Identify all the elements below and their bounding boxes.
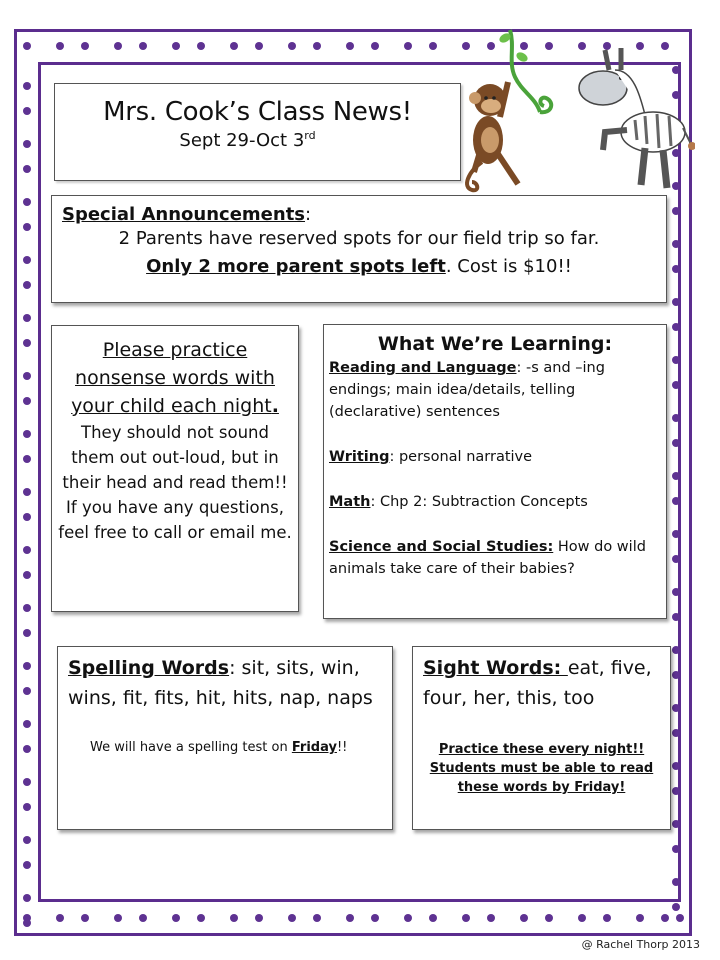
border-dot (661, 914, 669, 922)
border-dot (23, 488, 31, 496)
learning-item: Writing: personal narrative (329, 449, 533, 465)
learning-item: Math: Chp 2: Subtraction Concepts (329, 494, 588, 510)
border-dot (672, 323, 680, 331)
border-dot (23, 803, 31, 811)
border-dot (672, 439, 680, 447)
border-dot (23, 546, 31, 554)
border-dot (23, 687, 31, 695)
border-dot (23, 571, 31, 579)
border-dot (672, 588, 680, 596)
border-dot (672, 613, 680, 621)
border-dot (672, 903, 680, 911)
border-dot (313, 42, 321, 50)
border-dot (23, 513, 31, 521)
border-dot (23, 140, 31, 148)
nonsense-body: They should not sound them out out-loud, but in their head and read them!! If you have any questions, feel free to call or email me. (58, 423, 292, 542)
border-dot (672, 729, 680, 737)
border-dot (23, 397, 31, 405)
border-dot (255, 42, 263, 50)
border-dot (636, 914, 644, 922)
border-dot (23, 662, 31, 670)
border-dot (288, 914, 296, 922)
border-dot (672, 704, 680, 712)
border-dot (429, 914, 437, 922)
border-dot (672, 671, 680, 679)
border-dot (23, 894, 31, 902)
title-box (54, 83, 461, 181)
date-text: Sept 29-Oct 3 (179, 130, 305, 151)
border-dot (672, 762, 680, 770)
zebra-icon (575, 40, 695, 195)
border-dot (371, 914, 379, 922)
border-dot (672, 646, 680, 654)
border-dot (487, 914, 495, 922)
border-dot (672, 381, 680, 389)
border-dot (230, 42, 238, 50)
border-dot (81, 914, 89, 922)
copyright-credit: @ Rachel Thorp 2013 (581, 938, 700, 951)
border-dot (23, 745, 31, 753)
border-dot (114, 42, 122, 50)
learning-box (323, 324, 667, 619)
border-dot (462, 914, 470, 922)
nonsense-words-box (51, 325, 299, 612)
border-dot (23, 861, 31, 869)
border-dot (603, 914, 611, 922)
border-dot (56, 42, 64, 50)
border-dot (672, 240, 680, 248)
border-dot (23, 778, 31, 786)
border-dot (371, 42, 379, 50)
border-dot (23, 42, 31, 50)
border-dot (672, 530, 680, 538)
border-dot (672, 356, 680, 364)
border-dot (172, 42, 180, 50)
border-dot (81, 42, 89, 50)
announcement-line-1: 2 Parents have reserved spots for our field trip so far. (118, 228, 600, 249)
border-dot (23, 165, 31, 173)
border-dot (404, 914, 412, 922)
border-dot (23, 455, 31, 463)
border-dot (672, 555, 680, 563)
border-dot (172, 914, 180, 922)
border-dot (23, 720, 31, 728)
announcement-line-2: Only 2 more parent spots left. Cost is $10!! (146, 256, 572, 277)
border-dot (23, 919, 31, 927)
border-dot (313, 914, 321, 922)
border-dot (429, 42, 437, 50)
border-dot (346, 914, 354, 922)
border-dot (139, 42, 147, 50)
border-dot (23, 604, 31, 612)
sight-words: Sight Words: eat, five, four, her, this, too (423, 657, 652, 709)
border-dot (23, 223, 31, 231)
border-dot (676, 914, 684, 922)
spelling-words: Spelling Words: sit, sits, win, wins, fit, fits, hit, hits, nap, naps (68, 657, 373, 709)
border-dot (23, 256, 31, 264)
border-dot (520, 914, 528, 922)
border-dot (23, 82, 31, 90)
border-dot (23, 836, 31, 844)
border-dot (672, 878, 680, 886)
border-dot (578, 914, 586, 922)
border-dot (139, 914, 147, 922)
border-dot (56, 914, 64, 922)
sight-words-box (412, 646, 671, 830)
border-dot (23, 314, 31, 322)
page-title: Mrs. Cook’s Class News! (103, 97, 412, 127)
date-range (35, 129, 460, 151)
border-dot (230, 914, 238, 922)
border-dot (23, 339, 31, 347)
monkey-icon (460, 22, 570, 197)
border-dot (197, 42, 205, 50)
border-dot (545, 914, 553, 922)
border-dot (255, 914, 263, 922)
border-dot (114, 914, 122, 922)
spelling-test-note: We will have a spelling test on Friday!! (90, 740, 348, 755)
learning-item: Reading and Language: -s and –ing endings; main idea/details, telling (declarative) sentences (329, 360, 605, 420)
border-dot (23, 372, 31, 380)
border-dot (404, 42, 412, 50)
border-dot (672, 787, 680, 795)
border-dot (672, 298, 680, 306)
spelling-words-box (57, 646, 393, 830)
border-dot (23, 107, 31, 115)
border-dot (288, 42, 296, 50)
border-dot (23, 629, 31, 637)
border-dot (672, 207, 680, 215)
learning-heading: What We’re Learning: (377, 333, 613, 355)
border-dot (346, 42, 354, 50)
border-dot (672, 845, 680, 853)
sight-words-note: Practice these every night!! Students must be able to read these words by Friday! (429, 742, 654, 795)
border-dot (23, 198, 31, 206)
border-dot (23, 430, 31, 438)
learning-item: Science and Social Studies: How do wild animals take care of their babies? (329, 539, 646, 577)
border-dot (197, 914, 205, 922)
border-dot (672, 820, 680, 828)
border-dot (672, 414, 680, 422)
border-dot (672, 265, 680, 273)
border-dot (672, 472, 680, 480)
announcements-box (51, 195, 667, 303)
announcements-heading: Special Announcements: (62, 204, 312, 225)
border-dot (23, 281, 31, 289)
date-ordinal: rd (304, 129, 316, 142)
border-dot (672, 497, 680, 505)
nonsense-heading: Please practice nonsense words with your child each night. (71, 339, 279, 417)
